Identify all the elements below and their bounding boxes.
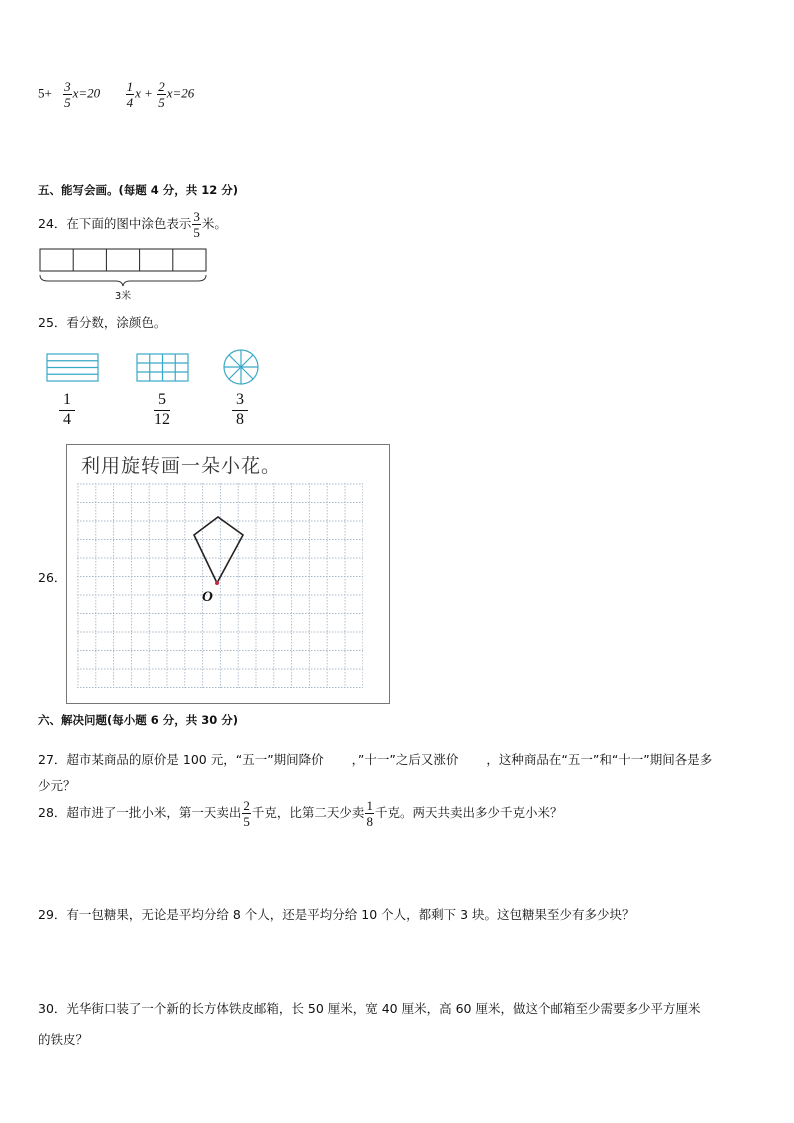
question-27-line-2: 少元？ [38,778,76,793]
fraction [242,799,251,828]
question-24 [38,210,227,239]
equation-1-prefix: 5+ [38,85,52,101]
equation-line [38,80,194,109]
section-5-heading: 五、能写会画。(每题 4 分，共 12 分) [38,183,239,197]
fraction [365,799,374,828]
question-29 [38,905,635,923]
question-25 [38,313,166,331]
fraction [63,80,72,109]
equation-2-mid: x + [135,85,153,101]
question-number: 24． [38,216,67,231]
question-text: 在下面的图中涂色表示 [66,216,192,231]
question-number: 30． [38,1001,67,1016]
numerator: 1 [366,798,373,813]
shape-circle-8[interactable] [222,348,260,386]
question-27 [38,750,712,768]
denominator: 8 [236,411,244,428]
numerator: 1 [126,79,134,94]
question-text: ，这种商品在“五一”和“十一”期间各是多 [486,752,713,767]
question-number: 25． [38,315,67,330]
denominator: 5 [243,814,250,829]
denominator: 5 [193,225,200,240]
equation-1-suffix: x=20 [72,85,101,101]
question-text: 米。 [201,216,227,231]
kite-shape [194,517,243,583]
denominator: 12 [154,411,170,428]
question-number: 28． [38,805,67,820]
shape-lines-4[interactable] [46,353,100,383]
numerator: 2 [158,79,165,94]
numerator: 3 [232,392,248,411]
question-text: 有一包糖果，无论是平均分给 8 个人，还是平均分给 10 个人，都剩下 3 块。这包糖果至少有多少块？ [66,907,635,922]
question-26-number: 26． [38,570,67,585]
question-number: 27． [38,752,67,767]
fraction [192,210,201,239]
numerator: 2 [243,798,250,813]
equation-2-suffix: x=26 [166,85,195,101]
question-text: 千克，比第二天少卖 [251,805,365,820]
dot-grid[interactable] [77,483,363,689]
question-30-line-2: 的铁皮？ [38,1032,89,1047]
brace [40,275,206,286]
brace-label: 3米 [114,291,132,302]
numerator: 1 [59,392,75,411]
question-number: 29． [38,907,67,922]
question-text: 超市某商品的原价是 100 元，“五一”期间降价 [66,752,324,767]
rotation-grid-figure [66,444,390,704]
point-label: O [202,589,213,605]
question-28 [38,799,562,828]
denominator: 4 [126,95,134,110]
question-text: ，”十一”之后又涨价 [351,752,459,767]
denominator: 4 [63,411,71,428]
denominator: 8 [366,814,373,829]
question-30 [38,999,700,1017]
numerator: 3 [193,209,200,224]
numerator: 5 [154,392,170,411]
segment-bar[interactable] [40,249,206,271]
question-text: 看分数，涂颜色。 [66,315,167,330]
denominator: 5 [64,95,71,110]
fraction-label-1 [58,392,76,428]
rotation-point [215,581,219,585]
question-text: 千克。两天共卖出多少千克小米？ [374,805,563,820]
segment-bar-diagram [38,246,213,304]
numerator: 3 [64,79,71,94]
fraction-label-2 [153,392,171,428]
denominator: 5 [158,95,165,110]
shape-grid-12[interactable] [136,353,190,383]
fraction-label-3 [231,392,249,428]
question-text: 超市进了一批小米，第一天卖出 [66,805,242,820]
section-6-heading: 六、解决问题(每小题 6 分，共 30 分) [38,713,239,727]
question-text: 光华街口装了一个新的长方体铁皮邮箱，长 50 厘米，宽 40 厘米，高 60 厘米，做这个邮箱至少需要多少平方厘米 [66,1001,701,1016]
fraction [126,80,135,109]
fraction [157,80,166,109]
grid-title: 利用旋转画一朵小花。 [81,455,282,477]
